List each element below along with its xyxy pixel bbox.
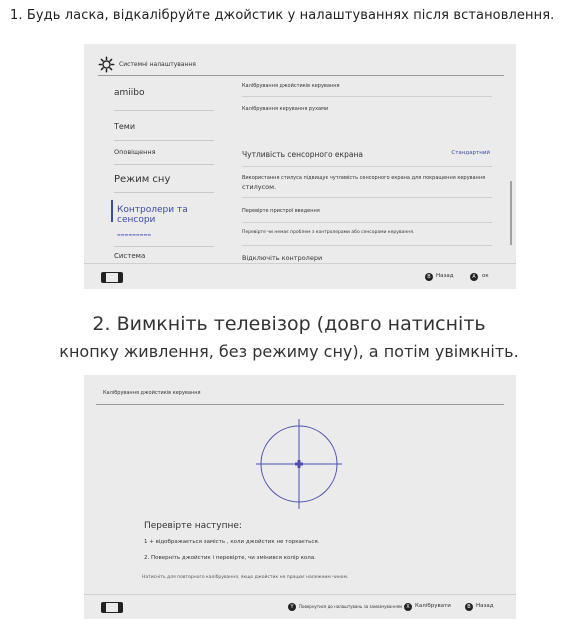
sidebar-faded-line: ▬▬▬▬▬▬▬▬▬ — [117, 232, 152, 237]
instruction-step-2 — [0, 312, 578, 364]
motion-calibration-row[interactable]: Калібрування керування рухами — [242, 106, 329, 112]
x-button-icon[interactable]: X — [404, 603, 412, 611]
content-divider — [242, 96, 492, 97]
step2-line1: 2. Вимкніть телевізор (довго натисніть — [92, 313, 486, 335]
sidebar-divider — [114, 246, 214, 247]
sidebar-item-controllers[interactable] — [111, 200, 215, 225]
sidebar-item-sleep-mode[interactable]: Режим сну — [114, 174, 171, 185]
content-divider — [242, 245, 492, 246]
touch-sensitivity-value: Стандартний — [451, 150, 490, 156]
calibration-header — [96, 381, 504, 405]
sidebar-item-themes[interactable]: Теми — [114, 122, 136, 131]
calibration-screenshot — [84, 375, 516, 619]
sidebar-item-system[interactable]: Система — [114, 252, 146, 260]
sidebar-divider — [114, 110, 214, 111]
settings-footer — [84, 263, 516, 289]
sidebar-item-label: Контролери та сенсори — [117, 205, 188, 225]
sidebar-divider — [114, 140, 214, 141]
sidebar-item-notifications[interactable]: Оповіщення — [114, 148, 156, 156]
b-button-icon[interactable]: B — [425, 273, 433, 281]
calibrate-label: Калібрувати — [415, 603, 451, 609]
recalibrate-note: Натисніть для повторного калібрування, якщо джойстик не працює належним чином. — [142, 575, 349, 580]
stylus-description-2: стилусом. — [242, 183, 277, 191]
reset-label: Повернутися до налаштувань за замовчуванням — [299, 604, 403, 609]
stylus-description: Використання стилуса підвищує чутливість сенсорного екрана для покращення керування — [242, 175, 486, 181]
console-icon — [101, 602, 123, 613]
content-divider — [242, 222, 492, 223]
b-button-icon[interactable]: B — [465, 603, 473, 611]
calibration-title: Калібрування джойстиків керування — [103, 390, 201, 396]
stick-calibration-row[interactable]: Калібрування джойстиків керування — [242, 83, 340, 89]
a-button-icon[interactable]: A — [470, 273, 478, 281]
sidebar-divider — [114, 192, 214, 193]
stick-crosshair — [256, 419, 342, 509]
console-icon — [101, 272, 123, 283]
touch-sensitivity-row[interactable]: Чутливість сенсорного екрана — [242, 150, 363, 159]
settings-sidebar — [114, 82, 218, 289]
settings-title: Системні налаштування — [119, 60, 196, 68]
back-label: Назад — [436, 273, 454, 279]
input-test-description: Перевірте чи немає проблем з контролерами або сенсорами керування. — [242, 230, 415, 235]
disconnect-controllers-row[interactable]: Відключіть контролери — [242, 254, 323, 262]
settings-screenshot — [84, 44, 516, 289]
check-title: Перевірте наступне: — [144, 521, 242, 531]
check-line-2: 2. Поверніть джойстик і перевірте, чи змінився колір кола. — [144, 555, 316, 561]
content-divider — [242, 166, 492, 167]
settings-content — [242, 78, 500, 268]
sidebar-divider — [114, 164, 214, 165]
gear-icon — [98, 56, 115, 73]
back-label: Назад — [476, 603, 494, 609]
settings-header — [98, 53, 504, 76]
y-button-icon[interactable]: Y — [288, 603, 296, 611]
sidebar-item-amiibo[interactable]: amiibo — [114, 88, 145, 98]
input-test-row[interactable]: Перевірте пристрої введення — [242, 208, 320, 214]
ok-label: ок — [482, 273, 489, 279]
check-line-1: 1 + відображається замість , коли джойстик не торкається. — [144, 539, 320, 545]
step2-line2: кнопку живлення, без режиму сну), а потім увімкніть. — [59, 342, 519, 361]
content-divider — [242, 197, 492, 198]
instruction-step-1: 1. Будь ласка, відкалібруйте джойстик у налаштуваннях після встановлення. — [10, 8, 555, 23]
calibration-footer — [84, 594, 516, 619]
scrollbar[interactable] — [510, 181, 512, 245]
